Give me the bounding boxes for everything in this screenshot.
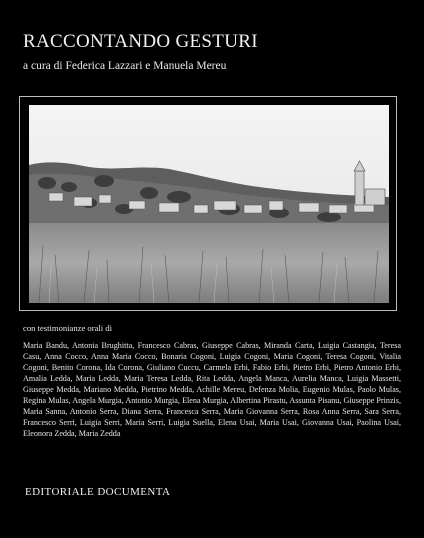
village-landscape-photo	[29, 105, 389, 303]
publisher-name: EDITORIALE DOCUMENTA	[25, 486, 171, 498]
photo-frame	[19, 96, 397, 311]
book-title: RACCONTANDO GESTURI	[23, 31, 258, 52]
testimonies-intro: con testimonianze orali di	[23, 323, 113, 333]
book-editors: a cura di Federica Lazzari e Manuela Mereu	[23, 60, 227, 72]
testimonies-names: Maria Bandu, Antonia Brughitta, Francesco Cabras, Giuseppe Cabras, Miranda Carta, Luigia Castangia, Teresa Casu, Anna Cocco, Anna Maria Cocco, Bonaria Cogoni, Luigia Cogoni, Maria Cogoni, Teresa Cogoni, Vitalia Cogoni, Benito Corona, Ida Corona, Giuliano Cuccu, Carmela Erbi, Fabio Erbi, Pietro Erbi, Pietro Antonio Erbi, Amalia Ledda, Maria Ledda, Maria Teresa Ledda, Rita Ledda, Angela Manca, Aurelia Manca, Luigia Massetti, Giuseppe Medda, Mariano Medda, Pietrino Medda, Achille Mereu, Defenza Molia, Eugenio Mulas, Paolo Mulas, Regina Mulas, Angela Murgia, Antonio Murgia, Elena Murgia, Albertina Pirastu, Assunta Pisanu, Giuseppe Prinzis, Maria Sanna, Antonio Serra, Diana Serra, Francesca Serra, Maria Giovanna Serra, Rosa Anna Serra, Sara Serra, Francesco Serri, Luigia Serri, Maria Serri, Luigia Suella, Elena Usai, Maria Usai, Giovanna Usai, Paolina Usai, Eleonora Zedda, Maria Zedda	[23, 341, 401, 438]
